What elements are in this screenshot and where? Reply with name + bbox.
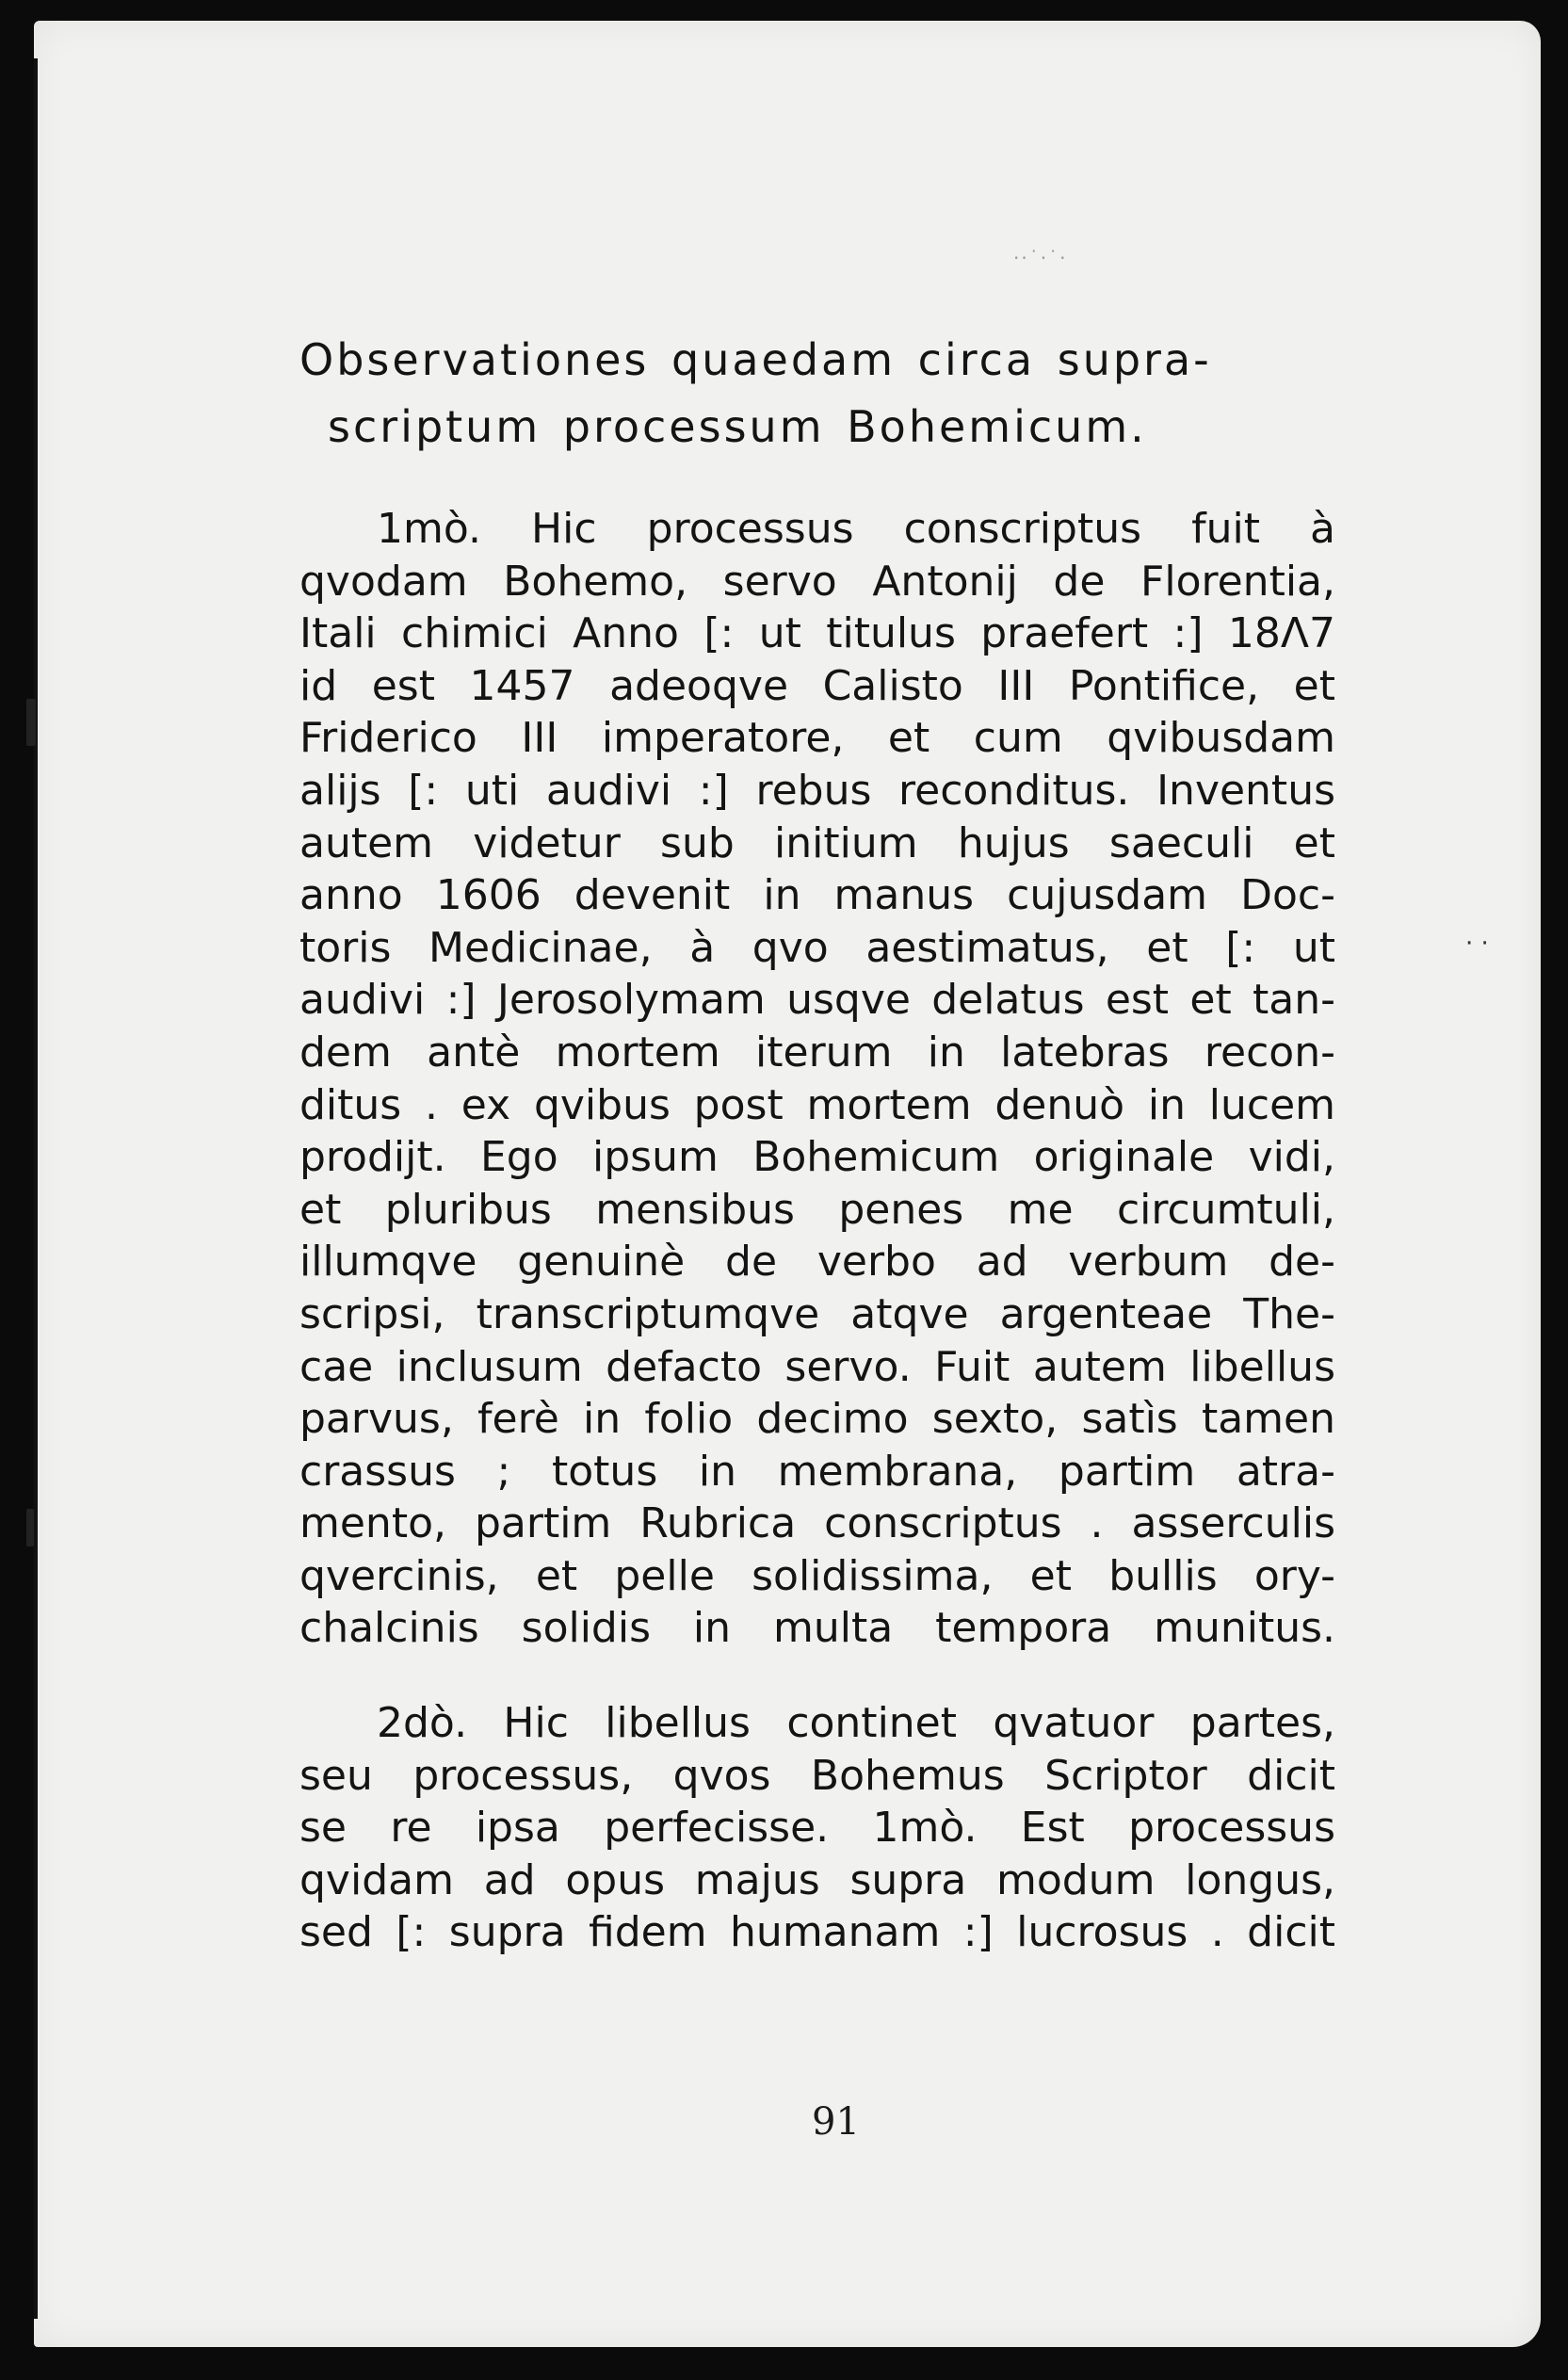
text-line: alijs [: uti audivi :] rebus reconditus. Inventus — [299, 766, 1335, 815]
book-page — [34, 21, 1541, 2347]
page-number: 91 — [812, 2100, 860, 2144]
text-line: et pluribus mensibus penes me circumtuli, — [299, 1185, 1335, 1234]
heading-line-1: Observationes quaedam circa supra- — [299, 334, 1212, 385]
text-line: cae inclusum defacto servo. Fuit autem libellus — [299, 1342, 1335, 1391]
text-line: illumqve genuinè de verbo ad verbum de- — [299, 1238, 1335, 1287]
text-line: autem videtur sub initium hujus saeculi et — [299, 818, 1335, 867]
page-left-edge — [34, 58, 38, 2319]
text-line: toris Medicinae, à qvo aestimatus, et [: ut — [299, 923, 1335, 972]
text-line: qvercinis, et pelle solidissima, et bullis ory- — [299, 1551, 1335, 1600]
paragraph-1 — [299, 503, 1335, 1655]
text-line: qvidam ad opus majus supra modum longus, — [299, 1855, 1335, 1904]
edge-mark — [26, 1509, 34, 1546]
text-line: parvus, ferè in folio decimo sexto, satìs tamen — [299, 1395, 1335, 1444]
paragraph-2 — [299, 1697, 1335, 1959]
text-line: se re ipsa perfecisse. 1mò. Est processus — [299, 1804, 1335, 1853]
text-line: scripsi, transcriptumqve atqve argenteae The- — [299, 1289, 1335, 1338]
text-line: crassus ; totus in membrana, partim atra- — [299, 1447, 1335, 1496]
text-line: ditus . ex qvibus post mortem denuò in lucem — [299, 1080, 1335, 1129]
edge-mark — [26, 699, 36, 746]
text-line: chalcinis solidis in multa tempora munitus. — [299, 1604, 1335, 1653]
text-line: 1mò. Hic processus conscriptus fuit à — [377, 505, 1335, 553]
text-line: sed [: supra fidem humanam :] lucrosus . dicit — [299, 1908, 1335, 1957]
paper-dots: · · — [1465, 930, 1489, 958]
text-line: Itali chimici Anno [: ut titulus praefert :] 18Λ7 — [299, 609, 1335, 658]
text-line: qvodam Bohemo, servo Antonij de Florentia, — [299, 557, 1335, 606]
text-line: prodijt. Ego ipsum Bohemicum originale vidi, — [299, 1133, 1335, 1182]
text-line: Friderico III imperatore, et cum qvibusdam — [299, 714, 1335, 763]
heading-line-2: scriptum processum Bohemicum. — [328, 401, 1147, 452]
text-line: 2dò. Hic libellus continet qvatuor partes, — [377, 1699, 1335, 1747]
text-line: mento, partim Rubrica conscriptus . asserculis — [299, 1499, 1335, 1548]
text-line: anno 1606 devenit in manus cujusdam Doc- — [299, 871, 1335, 920]
text-line: id est 1457 adeoqve Calisto III Pontifice, et — [299, 661, 1335, 710]
text-line: dem antè mortem iterum in latebras recon- — [299, 1028, 1335, 1077]
section-heading — [299, 327, 1335, 461]
text-line: audivi :] Jerosolymam usqve delatus est et tan- — [299, 976, 1335, 1025]
text-line: seu processus, qvos Bohemus Scriptor dicit — [299, 1751, 1335, 1800]
paper-specks: ··˙·˙· — [1013, 247, 1068, 269]
